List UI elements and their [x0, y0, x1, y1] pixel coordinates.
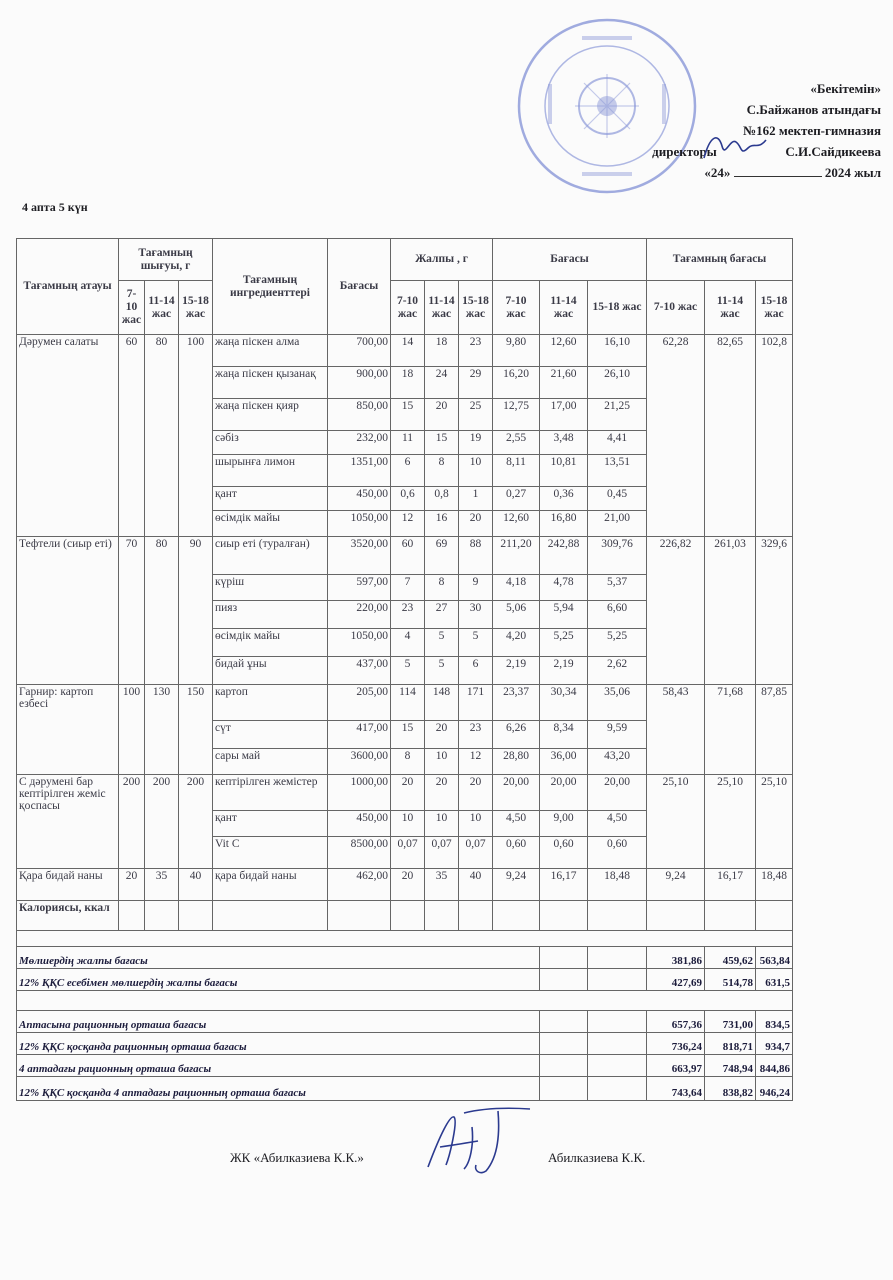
dish-name: Дәрумен салаты	[17, 335, 119, 537]
ingredient-grams: 23	[459, 721, 493, 749]
summary-label: 12% ҚҚС қосқанда 4 аптадағы рационның орташа бағасы	[17, 1077, 540, 1101]
ingredient-grams: 11	[391, 431, 425, 455]
ingredient-cost: 0,60	[493, 837, 540, 869]
ingredient-cost: 8,34	[540, 721, 588, 749]
ingredient-grams: 171	[459, 685, 493, 721]
ingredient-cost: 28,80	[493, 749, 540, 775]
dish-yield: 200	[119, 775, 145, 869]
ingredient-cost: 9,24	[493, 869, 540, 901]
ingredient-price: 437,00	[328, 657, 391, 685]
menu-table	[16, 238, 793, 1101]
header-age-cost: 7-10 жас	[493, 281, 540, 335]
ingredient-grams: 7	[391, 575, 425, 601]
summary-value: 563,84	[756, 947, 793, 969]
ingredient-cost: 0,45	[588, 487, 647, 511]
ingredient-name: өсімдік майы	[213, 629, 328, 657]
ingredient-price: 205,00	[328, 685, 391, 721]
ingredient-grams: 8	[425, 575, 459, 601]
empty-cell	[493, 901, 540, 931]
ingredient-grams: 14	[391, 335, 425, 367]
dish-yield: 200	[145, 775, 179, 869]
summary-value: 631,5	[756, 969, 793, 991]
empty-cell	[179, 901, 213, 931]
ingredient-grams: 10	[391, 811, 425, 837]
ingredient-cost: 21,00	[588, 511, 647, 537]
ingredient-grams: 5	[425, 657, 459, 685]
dish-cost: 261,03	[705, 537, 756, 685]
ingredient-price: 417,00	[328, 721, 391, 749]
ingredient-grams: 114	[391, 685, 425, 721]
footer-left: ЖК «Абилказиева К.К.»	[230, 1150, 364, 1165]
ingredient-grams: 20	[459, 775, 493, 811]
summary-value: 657,36	[647, 1011, 705, 1033]
approval-date-rest: 2024 жыл	[824, 165, 881, 180]
dish-cost: 16,17	[705, 869, 756, 901]
dish-yield: 35	[145, 869, 179, 901]
ingredient-grams: 10	[425, 749, 459, 775]
ingredient-name: жаңа піскен алма	[213, 335, 328, 367]
footer-signature	[420, 1105, 535, 1180]
summary-value: 731,00	[705, 1011, 756, 1033]
dish-yield: 40	[179, 869, 213, 901]
dish-cost: 329,6	[756, 537, 793, 685]
ingredient-cost: 18,48	[588, 869, 647, 901]
dish-cost: 25,10	[705, 775, 756, 869]
ingredient-cost: 23,37	[493, 685, 540, 721]
ingredient-grams: 5	[459, 629, 493, 657]
calories-label: Калориясы, ккал	[17, 901, 119, 931]
empty-cell	[588, 947, 647, 969]
ingredient-cost: 21,60	[540, 367, 588, 399]
summary-label: Аптасына рационның орташа бағасы	[17, 1011, 540, 1033]
ingredient-grams: 0,07	[425, 837, 459, 869]
ingredient-grams: 12	[391, 511, 425, 537]
summary-label: 12% ҚҚС есебімен мөлшердің жалпы бағасы	[17, 969, 540, 991]
ingredient-price: 1351,00	[328, 455, 391, 487]
empty-cell	[540, 901, 588, 931]
ingredient-grams: 6	[459, 657, 493, 685]
ingredient-grams: 60	[391, 537, 425, 575]
ingredient-grams: 5	[391, 657, 425, 685]
empty-cell	[540, 1077, 588, 1101]
ingredient-cost: 6,26	[493, 721, 540, 749]
empty-cell	[588, 901, 647, 931]
ingredient-grams: 27	[425, 601, 459, 629]
summary-value: 427,69	[647, 969, 705, 991]
ingredient-cost: 2,19	[540, 657, 588, 685]
ingredient-grams: 10	[459, 811, 493, 837]
ingredient-cost: 13,51	[588, 455, 647, 487]
summary-label: 4 аптадағы рационның орташа бағасы	[17, 1055, 540, 1077]
ingredient-name: сәбіз	[213, 431, 328, 455]
ingredient-cost: 21,25	[588, 399, 647, 431]
ingredient-grams: 10	[425, 811, 459, 837]
summary-value: 663,97	[647, 1055, 705, 1077]
summary-value: 844,86	[756, 1055, 793, 1077]
ingredient-price: 1050,00	[328, 511, 391, 537]
dish-yield: 20	[119, 869, 145, 901]
header-age-dish-cost: 7-10 жас	[647, 281, 705, 335]
dish-cost: 62,28	[647, 335, 705, 537]
ingredient-grams: 0,8	[425, 487, 459, 511]
header-price: Бағасы	[328, 239, 391, 335]
empty-cell	[540, 1011, 588, 1033]
table-row	[17, 869, 793, 901]
dish-cost: 18,48	[756, 869, 793, 901]
header-yield: Тағамның шығуы, г	[119, 239, 213, 281]
dish-cost: 226,82	[647, 537, 705, 685]
ingredient-cost: 20,00	[588, 775, 647, 811]
ingredient-grams: 1	[459, 487, 493, 511]
empty-cell	[328, 901, 391, 931]
ingredient-grams: 23	[459, 335, 493, 367]
header-age-yield: 15-18 жас	[179, 281, 213, 335]
dish-cost: 58,43	[647, 685, 705, 775]
empty-cell	[588, 1033, 647, 1055]
ingredient-price: 8500,00	[328, 837, 391, 869]
ingredient-cost: 2,62	[588, 657, 647, 685]
ingredient-grams: 8	[425, 455, 459, 487]
ingredient-cost: 17,00	[540, 399, 588, 431]
empty-cell	[425, 901, 459, 931]
ingredient-grams: 19	[459, 431, 493, 455]
ingredient-cost: 5,37	[588, 575, 647, 601]
ingredient-name: бидай ұны	[213, 657, 328, 685]
summary-value: 838,82	[705, 1077, 756, 1101]
approval-date-day: «24»	[704, 165, 731, 180]
ingredient-grams: 12	[459, 749, 493, 775]
ingredient-grams: 5	[425, 629, 459, 657]
header-dish-cost: Тағамның бағасы	[647, 239, 793, 281]
summary-value: 818,71	[705, 1033, 756, 1055]
summary-row	[17, 1033, 793, 1055]
ingredient-grams: 6	[391, 455, 425, 487]
ingredient-cost: 4,41	[588, 431, 647, 455]
summary-row	[17, 1011, 793, 1033]
dish-name: Қара бидай наны	[17, 869, 119, 901]
ingredient-grams: 20	[391, 775, 425, 811]
ingredient-cost: 12,75	[493, 399, 540, 431]
ingredient-price: 450,00	[328, 487, 391, 511]
summary-value: 748,94	[705, 1055, 756, 1077]
ingredient-cost: 9,59	[588, 721, 647, 749]
header-age-cost: 15-18 жас	[588, 281, 647, 335]
ingredient-cost: 4,78	[540, 575, 588, 601]
summary-label: Мөлшердің жалпы бағасы	[17, 947, 540, 969]
ingredient-cost: 4,18	[493, 575, 540, 601]
summary-value: 834,5	[756, 1011, 793, 1033]
ingredient-cost: 36,00	[540, 749, 588, 775]
empty-cell	[540, 1055, 588, 1077]
dish-cost: 82,65	[705, 335, 756, 537]
ingredient-price: 220,00	[328, 601, 391, 629]
dish-cost: 25,10	[756, 775, 793, 869]
ingredient-cost: 43,20	[588, 749, 647, 775]
ingredient-name: жаңа піскен қызанақ	[213, 367, 328, 399]
empty-cell	[588, 969, 647, 991]
weekday-label: 4 апта 5 күн	[22, 200, 88, 214]
summary-row	[17, 1055, 793, 1077]
approval-line3: директоры	[652, 144, 717, 159]
ingredient-cost: 16,10	[588, 335, 647, 367]
ingredient-grams: 0,6	[391, 487, 425, 511]
dish-yield: 60	[119, 335, 145, 537]
ingredient-grams: 20	[425, 775, 459, 811]
dish-yield: 130	[145, 685, 179, 775]
ingredient-cost: 4,50	[588, 811, 647, 837]
ingredient-cost: 20,00	[493, 775, 540, 811]
footer-right: Абилказиева К.К.	[548, 1150, 646, 1165]
ingredient-name: шырынға лимон	[213, 455, 328, 487]
header-age-yield: 11-14 жас	[145, 281, 179, 335]
dish-cost: 102,8	[756, 335, 793, 537]
dish-yield: 100	[179, 335, 213, 537]
header-age-total: 15-18 жас	[459, 281, 493, 335]
ingredient-grams: 0,07	[459, 837, 493, 869]
dish-yield: 150	[179, 685, 213, 775]
ingredient-cost: 20,00	[540, 775, 588, 811]
summary-value: 934,7	[756, 1033, 793, 1055]
ingredient-grams: 29	[459, 367, 493, 399]
ingredient-name: Vit C	[213, 837, 328, 869]
empty-cell	[588, 1055, 647, 1077]
empty-cell	[145, 901, 179, 931]
ingredient-cost: 16,80	[540, 511, 588, 537]
ingredient-grams: 20	[391, 869, 425, 901]
header-cost: Бағасы	[493, 239, 647, 281]
ingredient-grams: 148	[425, 685, 459, 721]
summary-row	[17, 947, 793, 969]
empty-cell	[540, 947, 588, 969]
empty-cell	[119, 901, 145, 931]
ingredient-cost: 9,00	[540, 811, 588, 837]
ingredient-grams: 15	[391, 399, 425, 431]
ingredient-cost: 10,81	[540, 455, 588, 487]
blank-row	[17, 931, 793, 947]
ingredient-cost: 16,20	[493, 367, 540, 399]
ingredient-price: 3520,00	[328, 537, 391, 575]
ingredient-grams: 18	[425, 335, 459, 367]
approval-line2: №162 мектеп-гимназия	[743, 123, 881, 138]
summary-value: 946,24	[756, 1077, 793, 1101]
empty-cell	[391, 901, 425, 931]
ingredient-cost: 211,20	[493, 537, 540, 575]
ingredient-cost: 26,10	[588, 367, 647, 399]
ingredient-price: 900,00	[328, 367, 391, 399]
ingredient-name: картоп	[213, 685, 328, 721]
calories-row	[17, 901, 793, 931]
blank-row	[17, 991, 793, 1011]
ingredient-price: 1050,00	[328, 629, 391, 657]
header-age-total: 11-14 жас	[425, 281, 459, 335]
ingredient-cost: 309,76	[588, 537, 647, 575]
empty-cell	[17, 991, 793, 1011]
dish-name: Гарнир: картоп езбесі	[17, 685, 119, 775]
dish-yield: 100	[119, 685, 145, 775]
ingredient-cost: 4,50	[493, 811, 540, 837]
ingredient-price: 597,00	[328, 575, 391, 601]
ingredient-grams: 25	[459, 399, 493, 431]
empty-cell	[459, 901, 493, 931]
ingredient-grams: 20	[425, 721, 459, 749]
dish-name: С дәрумені бар кептірілген жеміс қоспасы	[17, 775, 119, 869]
dish-name: Тефтели (сиыр еті)	[17, 537, 119, 685]
ingredient-cost: 12,60	[540, 335, 588, 367]
ingredient-name: өсімдік майы	[213, 511, 328, 537]
table-row	[17, 537, 793, 575]
ingredient-cost: 5,25	[540, 629, 588, 657]
summary-value: 459,62	[705, 947, 756, 969]
director-name: С.И.Сайдикеева	[785, 144, 881, 159]
ingredient-grams: 20	[459, 511, 493, 537]
ingredient-cost: 12,60	[493, 511, 540, 537]
ingredient-cost: 35,06	[588, 685, 647, 721]
header-dish-name: Тағамның атауы	[17, 239, 119, 335]
ingredient-cost: 2,19	[493, 657, 540, 685]
dish-cost: 9,24	[647, 869, 705, 901]
header-total: Жалпы , г	[391, 239, 493, 281]
header-ingredients: Тағамның ингредиенттері	[213, 239, 328, 335]
empty-cell	[588, 1077, 647, 1101]
header-age-cost: 11-14 жас	[540, 281, 588, 335]
ingredient-cost: 5,25	[588, 629, 647, 657]
ingredient-grams: 20	[425, 399, 459, 431]
ingredient-price: 1000,00	[328, 775, 391, 811]
ingredient-grams: 4	[391, 629, 425, 657]
ingredient-grams: 8	[391, 749, 425, 775]
ingredient-cost: 0,36	[540, 487, 588, 511]
summary-label: 12% ҚҚС қосқанда рационның орташа бағасы	[17, 1033, 540, 1055]
dish-cost: 87,85	[756, 685, 793, 775]
ingredient-cost: 4,20	[493, 629, 540, 657]
ingredient-grams: 16	[425, 511, 459, 537]
ingredient-cost: 0,60	[540, 837, 588, 869]
ingredient-grams: 40	[459, 869, 493, 901]
header-age-total: 7-10 жас	[391, 281, 425, 335]
ingredient-cost: 8,11	[493, 455, 540, 487]
empty-cell	[540, 1033, 588, 1055]
ingredient-grams: 30	[459, 601, 493, 629]
empty-cell	[540, 969, 588, 991]
ingredient-name: пияз	[213, 601, 328, 629]
ingredient-name: жаңа піскен қияр	[213, 399, 328, 431]
ingredient-grams: 23	[391, 601, 425, 629]
table-row	[17, 335, 793, 367]
dish-yield: 90	[179, 537, 213, 685]
ingredient-cost: 5,94	[540, 601, 588, 629]
ingredient-grams: 15	[391, 721, 425, 749]
empty-cell	[756, 901, 793, 931]
dish-yield: 80	[145, 335, 179, 537]
summary-value: 381,86	[647, 947, 705, 969]
summary-row	[17, 969, 793, 991]
ingredient-grams: 88	[459, 537, 493, 575]
ingredient-cost: 0,27	[493, 487, 540, 511]
empty-cell	[705, 901, 756, 931]
ingredient-price: 700,00	[328, 335, 391, 367]
ingredient-cost: 242,88	[540, 537, 588, 575]
ingredient-cost: 5,06	[493, 601, 540, 629]
director-signature	[700, 128, 770, 166]
dish-yield: 200	[179, 775, 213, 869]
dish-yield: 70	[119, 537, 145, 685]
header-age-yield: 7-10 жас	[119, 281, 145, 335]
ingredient-cost: 2,55	[493, 431, 540, 455]
ingredient-cost: 30,34	[540, 685, 588, 721]
ingredient-price: 850,00	[328, 399, 391, 431]
ingredient-cost: 0,60	[588, 837, 647, 869]
ingredient-name: күріш	[213, 575, 328, 601]
header-age-dish-cost: 11-14 жас	[705, 281, 756, 335]
ingredient-grams: 69	[425, 537, 459, 575]
summary-row	[17, 1077, 793, 1101]
ingredient-grams: 0,07	[391, 837, 425, 869]
ingredient-name: қара бидай наны	[213, 869, 328, 901]
ingredient-cost: 6,60	[588, 601, 647, 629]
ingredient-grams: 35	[425, 869, 459, 901]
ingredient-name: сиыр еті (туралған)	[213, 537, 328, 575]
summary-value: 736,24	[647, 1033, 705, 1055]
empty-cell	[647, 901, 705, 931]
ingredient-name: сүт	[213, 721, 328, 749]
table-row	[17, 685, 793, 721]
empty-cell	[213, 901, 328, 931]
header-age-dish-cost: 15-18 жас	[756, 281, 793, 335]
summary-value: 514,78	[705, 969, 756, 991]
ingredient-cost: 16,17	[540, 869, 588, 901]
ingredient-cost: 3,48	[540, 431, 588, 455]
ingredient-price: 450,00	[328, 811, 391, 837]
empty-cell	[17, 931, 793, 947]
ingredient-name: қант	[213, 487, 328, 511]
ingredient-cost: 9,80	[493, 335, 540, 367]
empty-cell	[588, 1011, 647, 1033]
ingredient-price: 232,00	[328, 431, 391, 455]
approval-title: «Бекітемін»	[810, 81, 881, 96]
summary-value: 743,64	[647, 1077, 705, 1101]
ingredient-price: 462,00	[328, 869, 391, 901]
ingredient-name: қант	[213, 811, 328, 837]
ingredient-grams: 10	[459, 455, 493, 487]
ingredient-name: сары май	[213, 749, 328, 775]
ingredient-price: 3600,00	[328, 749, 391, 775]
dish-cost: 71,68	[705, 685, 756, 775]
ingredient-grams: 15	[425, 431, 459, 455]
ingredient-grams: 18	[391, 367, 425, 399]
table-row	[17, 775, 793, 811]
approval-line1: С.Байжанов атындағы	[746, 102, 881, 117]
dish-yield: 80	[145, 537, 179, 685]
ingredient-grams: 24	[425, 367, 459, 399]
ingredient-name: кептірілген жемістер	[213, 775, 328, 811]
ingredient-grams: 9	[459, 575, 493, 601]
dish-cost: 25,10	[647, 775, 705, 869]
